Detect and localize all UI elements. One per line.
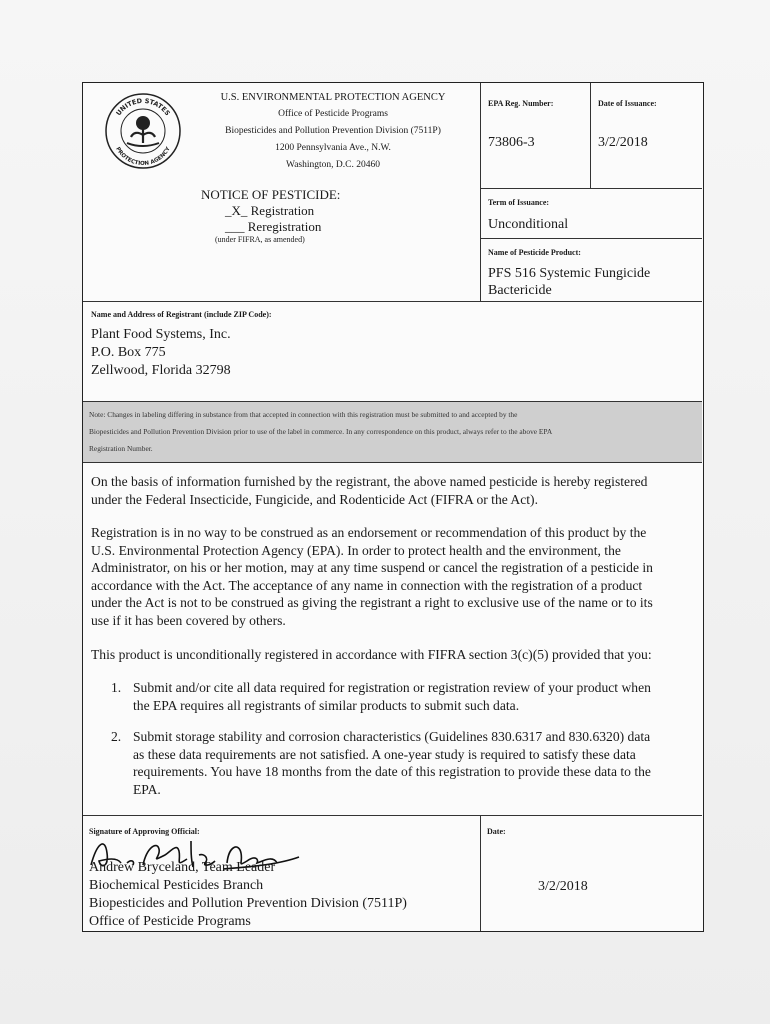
signatory-office: Office of Pesticide Programs bbox=[89, 914, 251, 929]
note-line: Registration Number. bbox=[89, 444, 153, 453]
signatory-name: Andrew Bryceland, Team Leader bbox=[89, 860, 276, 875]
product-name-value bbox=[488, 265, 650, 299]
agency-header bbox=[203, 89, 463, 174]
body-line: Registration is in no way to be construed as an endorsement or recommendation of this product by the bbox=[91, 525, 647, 540]
notice-section bbox=[201, 187, 471, 245]
body-line: Submit and/or cite all data required for registration or registration review of your product when bbox=[133, 680, 651, 695]
condition-number: 2. bbox=[111, 729, 122, 744]
notice-title: NOTICE OF PESTICIDE: bbox=[201, 187, 341, 202]
registrant-name: Plant Food Systems, Inc. bbox=[91, 327, 231, 342]
body-line: U.S. Environmental Protection Agency (EPA). In order to protect health and the environment, the bbox=[91, 542, 621, 558]
agency-name: U.S. ENVIRONMENTAL PROTECTION AGENCY bbox=[220, 92, 446, 103]
body-line: under the Act is not to be construed as giving the registrant a right to exclusive use of the name or to its bbox=[91, 595, 653, 610]
registration-option bbox=[201, 203, 471, 219]
registration-paragraph-3: This product is unconditionally registered in accordance with FIFRA section 3(c)(5) provided that you: bbox=[91, 647, 652, 662]
product-name-line: PFS 516 Systemic Fungicide bbox=[488, 266, 651, 281]
issuance-date-value: 3/2/2018 bbox=[598, 135, 648, 150]
body-line: requirements. You have 18 months from the date of this registration to provide these data to the bbox=[133, 764, 651, 779]
signatory-branch: Biochemical Pesticides Branch bbox=[89, 878, 264, 893]
signature-label: Signature of Approving Official: bbox=[89, 827, 200, 836]
svg-text:PROTECTION AGENCY: PROTECTION AGENCY bbox=[114, 146, 172, 168]
body-line: Administrator, on his or her motion, may at any time suspend or cancel the registration of a pesticide in bbox=[91, 560, 653, 575]
note-line: Biopesticides and Pollution Prevention Division prior to use of the label in commerce. In any correspondence on this product, always refer to the above EPA bbox=[89, 427, 553, 436]
header-divider bbox=[480, 83, 481, 301]
reg-number-value: 73806-3 bbox=[488, 135, 535, 150]
reregistration-option bbox=[201, 219, 471, 235]
body-line: accordance with the Act. The acceptance of any name in connection with the registration of a product bbox=[91, 577, 643, 593]
condition-number: 1. bbox=[111, 680, 122, 695]
product-name-label: Name of Pesticide Product: bbox=[488, 248, 581, 257]
registrant-address bbox=[91, 326, 231, 380]
signature-date-label: Date: bbox=[487, 827, 506, 836]
condition-text bbox=[133, 728, 693, 798]
registration-paragraph-2 bbox=[91, 524, 696, 629]
body-line: use if it has been covered by others. bbox=[91, 612, 286, 628]
condition-text bbox=[133, 679, 693, 714]
agency-division: Biopesticides and Pollution Prevention Division (7511P) bbox=[225, 126, 441, 136]
labeling-note bbox=[83, 401, 702, 463]
fifra-note: (under FIFRA, as amended) bbox=[215, 235, 305, 244]
body-line: Submit storage stability and corrosion characteristics (Guidelines 830.6317 and 830.6320) data bbox=[133, 729, 651, 744]
rule bbox=[480, 238, 702, 239]
body-line: EPA. bbox=[133, 781, 161, 797]
signature-divider bbox=[480, 815, 481, 931]
registrant-label: Name and Address of Registrant (include ZIP Code): bbox=[91, 310, 272, 319]
rule bbox=[83, 301, 702, 302]
note-line: Note: Changes in labeling differing in substance from that accepted in connection with this registration must be submitted to and accepted by the bbox=[89, 410, 518, 419]
epa-seal-logo bbox=[103, 91, 183, 171]
reg-number-label: EPA Reg. Number: bbox=[488, 99, 554, 108]
issuance-date-label: Date of Issuance: bbox=[598, 99, 657, 108]
body-line: as these data requirements are not satisfied. A one-year study is required to satisfy these data bbox=[133, 746, 636, 762]
signature-date-value: 3/2/2018 bbox=[538, 879, 588, 894]
registration-label: Registration bbox=[250, 203, 315, 218]
body-line: under the Federal Insecticide, Fungicide, and Rodenticide Act (FIFRA or the Act). bbox=[91, 491, 538, 507]
agency-city: Washington, D.C. 20460 bbox=[286, 160, 380, 170]
signatory-info bbox=[89, 859, 407, 931]
agency-office: Office of Pesticide Programs bbox=[278, 109, 388, 119]
condition-item-2 bbox=[111, 728, 696, 800]
reregistration-checkmark: ___ bbox=[225, 219, 245, 234]
term-label: Term of Issuance: bbox=[488, 198, 550, 207]
rule bbox=[83, 815, 702, 816]
term-value: Unconditional bbox=[488, 217, 569, 232]
reregistration-label: Reregistration bbox=[247, 219, 322, 234]
body-line: the EPA requires all registrants of similar products to submit such data. bbox=[133, 697, 520, 713]
condition-item-1 bbox=[111, 679, 696, 719]
registration-checkmark: _X_ bbox=[225, 203, 248, 218]
body-line: On the basis of information furnished by the registrant, the above named pesticide is hereby registered bbox=[91, 474, 648, 489]
rule bbox=[480, 188, 702, 189]
registration-paragraph-1 bbox=[91, 473, 696, 508]
registrant-po-box: P.O. Box 775 bbox=[91, 345, 166, 360]
signatory-division: Biopesticides and Pollution Prevention Division (7511P) bbox=[89, 896, 407, 911]
svg-text:UNITED STATES: UNITED STATES bbox=[114, 96, 172, 118]
registrant-city: Zellwood, Florida 32798 bbox=[91, 363, 231, 378]
pesticide-registration-form bbox=[82, 82, 704, 932]
agency-address: 1200 Pennsylvania Ave., N.W. bbox=[275, 143, 391, 153]
reg-date-divider bbox=[590, 83, 591, 188]
product-name-line: Bactericide bbox=[488, 283, 552, 298]
